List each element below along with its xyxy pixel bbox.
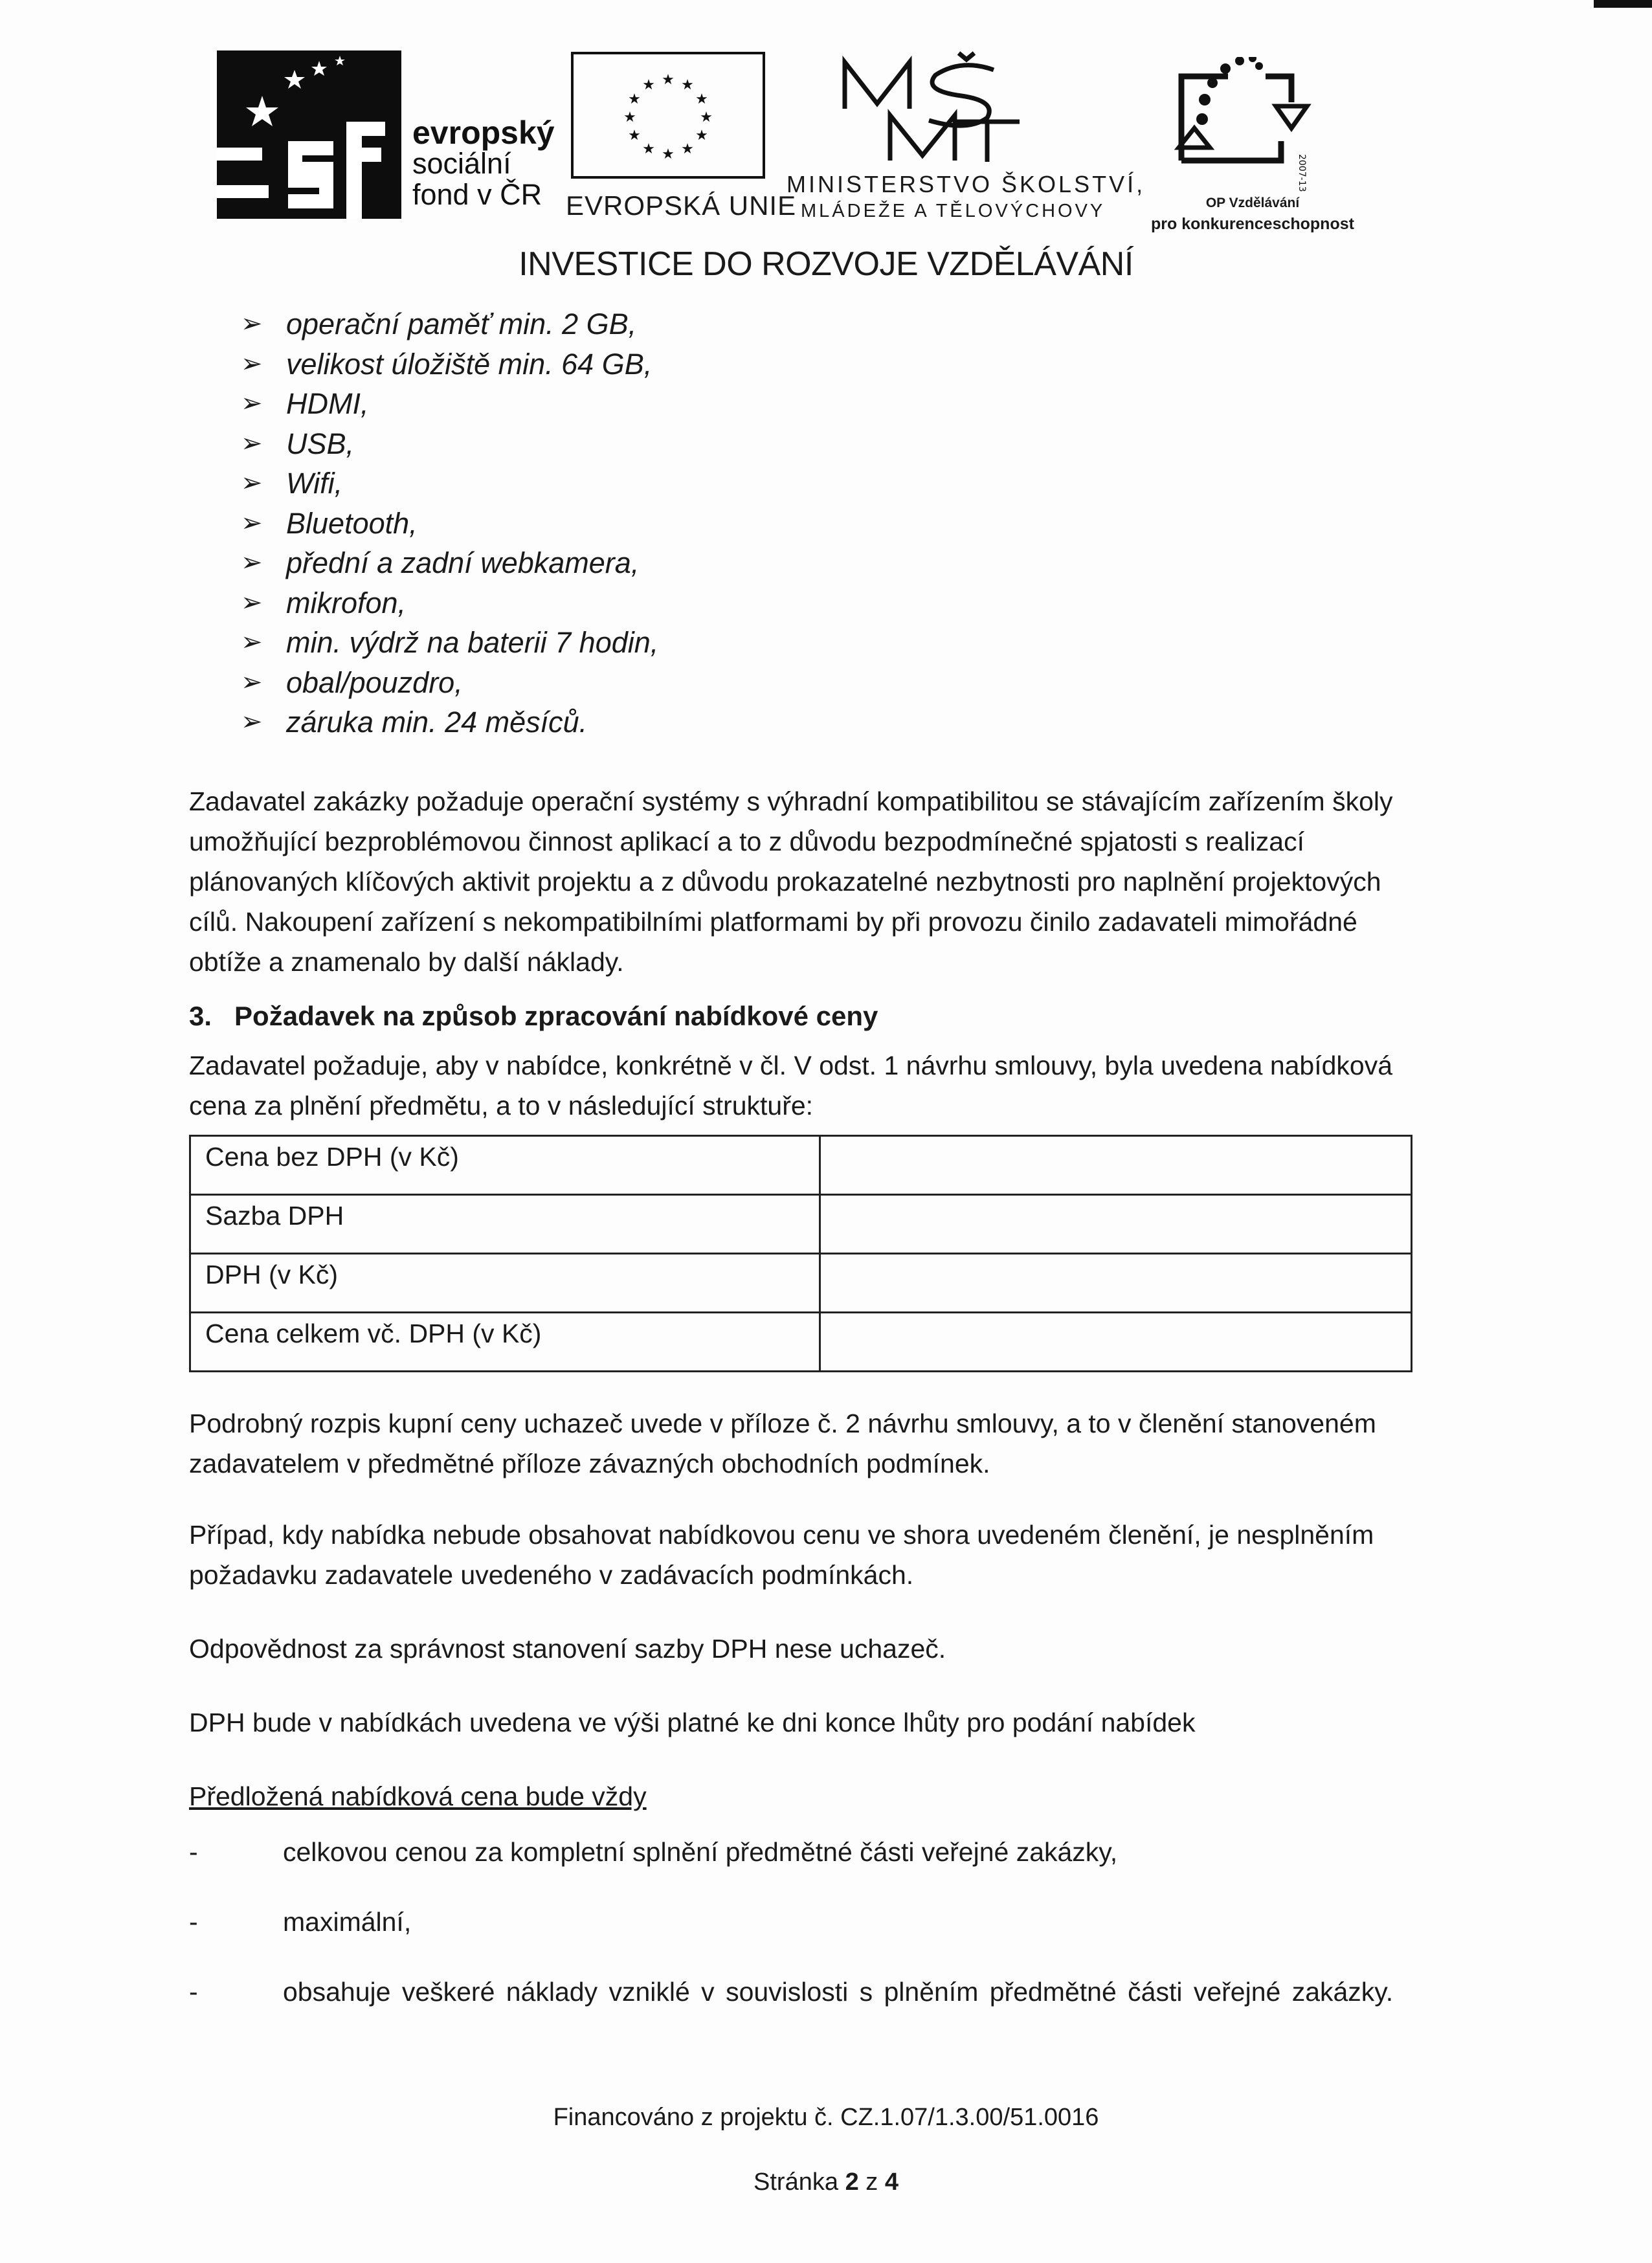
esf-text bbox=[412, 117, 555, 210]
svg-text:★: ★ bbox=[700, 109, 713, 126]
scan-edge-mark bbox=[1594, 0, 1652, 8]
arrow-bullet-icon: ➢ bbox=[241, 349, 263, 378]
arrow-bullet-icon: ➢ bbox=[241, 508, 263, 537]
list-item: ➢ velikost úložiště min. 64 GB, bbox=[189, 344, 1419, 385]
list-item: ➢ operační paměť min. 2 GB, bbox=[189, 304, 1419, 344]
underlined-heading: Předložená nabídková cena bude vždy bbox=[189, 1781, 647, 1811]
svg-text:★: ★ bbox=[642, 141, 655, 157]
eu-flag-frame bbox=[571, 52, 765, 179]
arrow-bullet-icon: ➢ bbox=[241, 628, 263, 656]
svg-text:★: ★ bbox=[628, 91, 641, 107]
noncompliance-paragraph: Případ, kdy nabídka nebude obsahovat nabídkovou cenu ve shora uvedeném členění, je nesplněním požadavku zadavatele uvedeného v zadávacích podmínkách. bbox=[189, 1519, 1374, 1590]
eu-stars-icon bbox=[574, 54, 763, 176]
list-item: ➢ přední a zadní webkamera, bbox=[189, 543, 1419, 583]
compatibility-paragraph: Zadavatel zakázky požaduje operační systémy s výhradní kompatibilitou se stávajícím zařízením školy umožňující bezproblémovou činnost aplikací a to z důvodu bezpodmínečné spjatosti s realizací plánovaných klíčových aktivit projektu a z důvodu prokazatelné nezbytnosti pro naplnění projektových cílů. Nakoupení zařízení s nekompatibilními platformami by při provozu činilo zadavateli mimořádné obtíže a znamenalo by další náklady. bbox=[189, 786, 1393, 977]
dash-bullet: - bbox=[189, 1836, 198, 1867]
svg-text:★: ★ bbox=[662, 146, 675, 162]
list-item: ➢ Wifi, bbox=[189, 463, 1419, 504]
list-item: ➢ min. výdrž na baterii 7 hodin, bbox=[189, 623, 1419, 663]
list-item: ➢ obal/pouzdro, bbox=[189, 663, 1419, 703]
table-cell-value bbox=[820, 1253, 1412, 1312]
spec-bullet-list bbox=[189, 304, 1419, 742]
price-breakdown-paragraph: Podrobný rozpis kupní ceny uchazeč uvede v příloze č. 2 návrhu smlouvy, a to v členění stanoveném zadavatelem v předmětné příloze závazných obchodních podmínek. bbox=[189, 1408, 1376, 1478]
vat-responsibility-paragraph: Odpovědnost za správnost stanovení sazby DPH nese uchazeč. bbox=[189, 1633, 946, 1664]
svg-text:★: ★ bbox=[695, 128, 708, 144]
table-cell-value bbox=[820, 1194, 1412, 1253]
msmt-line-1: MINISTERSTVO ŠKOLSTVÍ, bbox=[787, 171, 1146, 197]
table-row bbox=[190, 1253, 1412, 1312]
svg-text:2007-13: 2007-13 bbox=[1297, 154, 1307, 192]
svg-text:★: ★ bbox=[662, 72, 675, 88]
table-row bbox=[190, 1135, 1412, 1194]
op-line-1: OP Vzdělávání bbox=[1205, 195, 1300, 210]
msmt-line-2: MLÁDEŽE A TĚLOVÝCHOVY bbox=[801, 201, 1106, 221]
list-item: ➢ mikrofon, bbox=[189, 583, 1419, 623]
msmt-logo bbox=[787, 50, 1146, 232]
price-requirement-paragraph: Zadavatel požaduje, aby v nabídce, konkrétně v čl. V odst. 1 návrhu smlouvy, byla uvedena nabídková cena za plnění předmětu, a to v následující struktuře: bbox=[189, 1050, 1393, 1120]
dash-bullet: - bbox=[189, 1906, 198, 1937]
svg-text:★: ★ bbox=[628, 128, 641, 144]
price-structure-table bbox=[189, 1135, 1412, 1372]
table-row bbox=[190, 1194, 1412, 1253]
page-prefix: Stránka bbox=[753, 2168, 838, 2196]
table-cell-value bbox=[820, 1135, 1412, 1194]
table-cell-label: DPH (v Kč) bbox=[190, 1253, 820, 1312]
esf-line-3: fond v ČR bbox=[412, 178, 542, 211]
arrow-bullet-icon: ➢ bbox=[241, 708, 263, 736]
arrow-bullet-icon: ➢ bbox=[241, 548, 263, 577]
arrow-bullet-icon: ➢ bbox=[241, 309, 263, 338]
section-number: 3. bbox=[189, 1000, 212, 1031]
document-body bbox=[189, 304, 1419, 2042]
op-line-2: pro konkurenceschopnost bbox=[1151, 215, 1354, 233]
list-item: ➢ záruka min. 24 měsíců. bbox=[189, 702, 1419, 742]
list-item: ➢ USB, bbox=[189, 424, 1419, 464]
eu-logo bbox=[566, 52, 797, 221]
table-row bbox=[190, 1312, 1412, 1371]
esf-line-1: evropský bbox=[412, 115, 555, 151]
vat-rate-paragraph: DPH bude v nabídkách uvedena ve výši platné ke dni konce lhůty pro podání nabídek bbox=[189, 1707, 1196, 1737]
op-symbol-icon bbox=[1155, 57, 1350, 193]
svg-text:★: ★ bbox=[681, 77, 694, 93]
footer-financing: Financováno z projektu č. CZ.1.07/1.3.00/51.0016 bbox=[553, 2104, 1099, 2131]
list-item: ➢ HDMI, bbox=[189, 384, 1419, 424]
svg-text:★: ★ bbox=[642, 77, 655, 93]
arrow-bullet-icon: ➢ bbox=[241, 469, 263, 497]
page-number bbox=[0, 2168, 1652, 2196]
section-title: Požadavek na způsob zpracování nabídkové ceny bbox=[234, 1000, 878, 1031]
msmt-monogram-icon bbox=[832, 50, 1065, 167]
page-total: 4 bbox=[884, 2168, 899, 2196]
table-cell-value bbox=[820, 1312, 1412, 1371]
esf-mark-icon bbox=[217, 50, 401, 219]
svg-text:★: ★ bbox=[623, 109, 636, 126]
table-cell-label: Sazba DPH bbox=[190, 1194, 820, 1253]
table-cell-label: Cena celkem vč. DPH (v Kč) bbox=[190, 1312, 820, 1371]
svg-text:★: ★ bbox=[681, 141, 694, 157]
list-item: - obsahuje veškeré náklady vzniklé v souvislosti s plněním předmětné části veřejné zakázky. bbox=[189, 1972, 1419, 2012]
eu-label: EVROPSKÁ UNIE bbox=[566, 190, 797, 221]
esf-line-2: sociální bbox=[412, 147, 511, 180]
tagline: INVESTICE DO ROZVOJE VZDĚLÁVÁNÍ bbox=[519, 245, 1133, 283]
arrow-bullet-icon: ➢ bbox=[241, 667, 263, 697]
arrow-bullet-icon: ➢ bbox=[241, 389, 263, 418]
header-logos bbox=[217, 50, 1382, 245]
op-logo bbox=[1136, 57, 1382, 245]
list-item: ➢ Bluetooth, bbox=[189, 504, 1419, 544]
svg-text:★: ★ bbox=[695, 91, 708, 107]
page-separator: z bbox=[865, 2168, 878, 2196]
arrow-bullet-icon: ➢ bbox=[241, 429, 263, 458]
arrow-bullet-icon: ➢ bbox=[241, 588, 263, 617]
section-heading bbox=[189, 996, 1419, 1036]
dash-bullet: - bbox=[189, 1976, 198, 2007]
table-cell-label: Cena bez DPH (v Kč) bbox=[190, 1135, 820, 1194]
page-current: 2 bbox=[845, 2168, 859, 2196]
esf-logo bbox=[217, 50, 566, 219]
list-item: - celkovou cenou za kompletní splnění předmětné části veřejné zakázky, bbox=[189, 1832, 1419, 1872]
dash-list bbox=[189, 1832, 1419, 2012]
list-item: - maximální, bbox=[189, 1902, 1419, 1942]
